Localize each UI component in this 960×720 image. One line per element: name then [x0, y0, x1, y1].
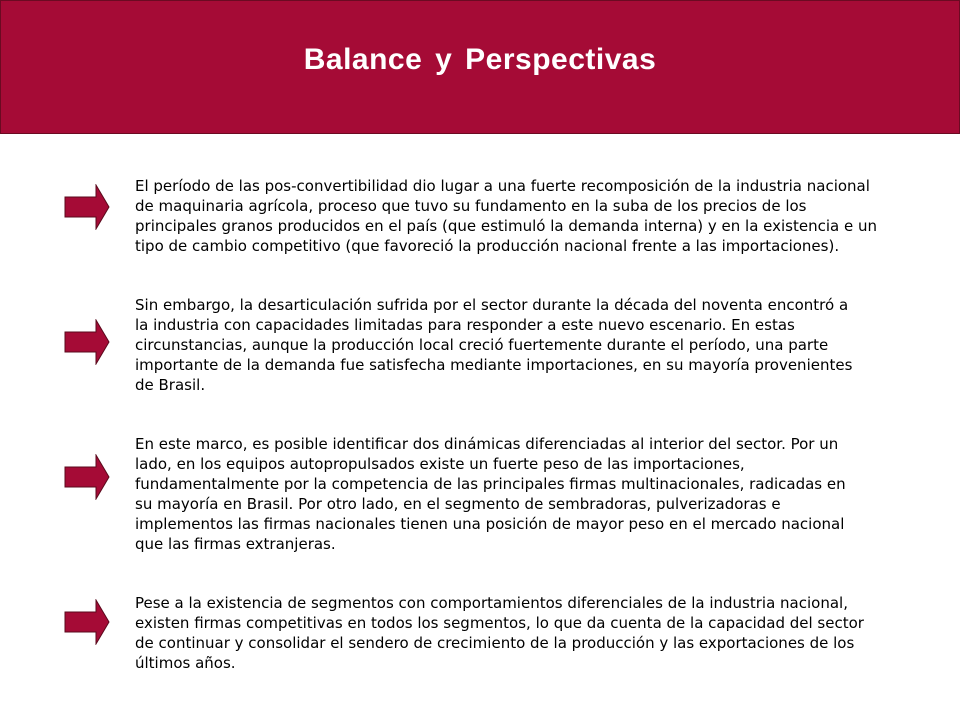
arrow-right-icon — [64, 599, 110, 645]
bullet-text-3: En este marco, es posible identificar dos dinámicas diferenciadas al interior del sector. Por un lado, en los equipos autopropulsados existe un fuerte peso de las importaciones, fundamentalmente por la competencia de las principales firmas multinacionales, radicadas en su mayoría en Brasil. Por otro lado, en el segmento de sembradoras, pulverizadoras e implementos las firmas nacionales tienen una posición de mayor peso en el mercado nacional que las firmas extranjeras. — [135, 435, 846, 553]
title-banner — [0, 0, 960, 134]
arrow-right-icon — [64, 454, 110, 500]
arrow-right-icon — [64, 319, 110, 365]
bullet-text-1: El período de las pos-convertibilidad dio lugar a una fuerte recomposición de la industria nacional de maquinaria agrícola, proceso que tuvo su fundamento en la suba de los precios de los principales granos producidos en el país (que estimuló la demanda interna) y en la existencia e un tipo de cambio competitivo (que favoreció la producción nacional frente a las importaciones). — [135, 177, 877, 255]
arrow-right-icon — [64, 184, 110, 230]
bullet-text-2: Sin embargo, la desarticulación sufrida por el sector durante la década del noventa encontró a la industria con capacidades limitadas para responder a este nuevo escenario. En estas circunstancias, aunque la producción local creció fuertemente durante el período, una parte importante de la demanda fue satisfecha mediante importaciones, en su mayoría provenientes de Brasil. — [135, 296, 853, 394]
page-title: Balance y Perspectivas — [303, 43, 657, 76]
bullet-text-4: Pese a la existencia de segmentos con comportamientos diferenciales de la industria nacional, existen firmas competitivas en todos los segmentos, lo que da cuenta de la capacidad del sector de continuar y consolidar el sendero de crecimiento de la producción y las exportaciones de los últimos años. — [135, 594, 864, 672]
